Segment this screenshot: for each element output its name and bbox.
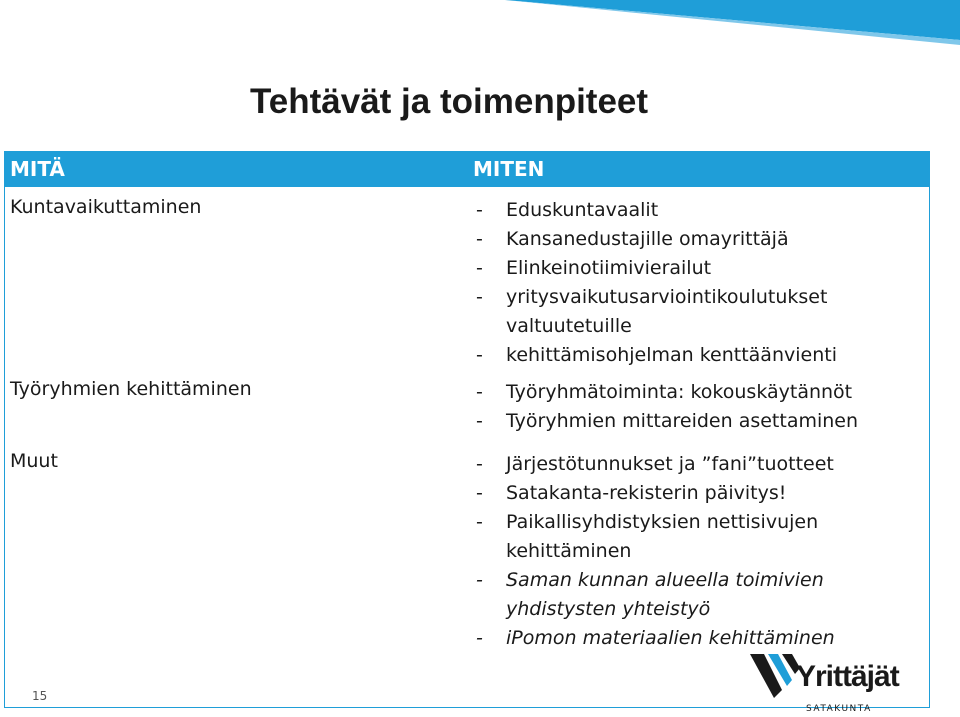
item-text: iPomon materiaalien kehittäminen xyxy=(506,627,835,649)
page-title: Tehtävät ja toimenpiteet xyxy=(250,82,649,121)
bullet-dash: - xyxy=(476,257,483,279)
bullet-dash: - xyxy=(476,627,483,649)
item-text: Paikallisyhdistyksien nettisivujen kehittäminen xyxy=(506,511,819,562)
list-item xyxy=(476,254,936,283)
item-text: Työryhmien mittareiden asettaminen xyxy=(506,410,859,432)
table-header xyxy=(4,151,930,187)
list-item xyxy=(476,407,936,436)
row-label: Työryhmien kehittäminen xyxy=(10,378,252,400)
list-item xyxy=(476,341,936,370)
bullet-dash: - xyxy=(476,381,483,403)
list-item xyxy=(476,196,936,225)
row-label: Kuntavaikuttaminen xyxy=(10,196,202,218)
logo-wordmark: Yrittäjät xyxy=(796,660,899,693)
list-item xyxy=(476,283,936,341)
page-number: 15 xyxy=(32,689,48,703)
list-item xyxy=(476,508,936,566)
list-item xyxy=(476,624,936,653)
item-text: Eduskuntavaalit xyxy=(506,199,659,221)
item-text: Saman kunnan alueella toimivien yhdistysten yhteistyö xyxy=(506,569,824,620)
bullet-dash: - xyxy=(476,286,483,308)
header-how: MITEN xyxy=(473,157,545,181)
item-text: Elinkeinotiimivierailut xyxy=(506,257,712,279)
bullet-dash: - xyxy=(476,453,483,475)
bullet-dash: - xyxy=(476,344,483,366)
bullet-dash: - xyxy=(476,511,483,533)
bullet-dash: - xyxy=(476,410,483,432)
action-list xyxy=(476,450,936,653)
item-text: yritysvaikutusarviointikoulutukset valtuutetuille xyxy=(506,286,828,337)
bullet-dash: - xyxy=(476,569,483,591)
item-text: kehittämisohjelman kenttäänvienti xyxy=(506,344,837,366)
bullet-dash: - xyxy=(476,228,483,250)
bullet-dash: - xyxy=(476,199,483,221)
list-item xyxy=(476,225,936,254)
bullet-dash: - xyxy=(476,482,483,504)
header-what: MITÄ xyxy=(10,157,65,181)
list-item xyxy=(476,450,936,479)
item-text: Satakanta-rekisterin päivitys! xyxy=(506,482,787,504)
logo-subtext: SATAKUNTA xyxy=(806,704,872,714)
list-item xyxy=(476,378,936,407)
item-text: Kansanedustajille omayrittäjä xyxy=(506,228,789,250)
list-item xyxy=(476,566,936,624)
list-item xyxy=(476,479,936,508)
item-text: Järjestötunnukset ja ”fani”tuotteet xyxy=(506,453,834,475)
top-stripe-decoration xyxy=(0,0,960,45)
action-list xyxy=(476,196,936,370)
row-label: Muut xyxy=(10,450,58,472)
item-text: Työryhmätoiminta: kokouskäytännöt xyxy=(506,381,853,403)
action-list xyxy=(476,378,936,436)
